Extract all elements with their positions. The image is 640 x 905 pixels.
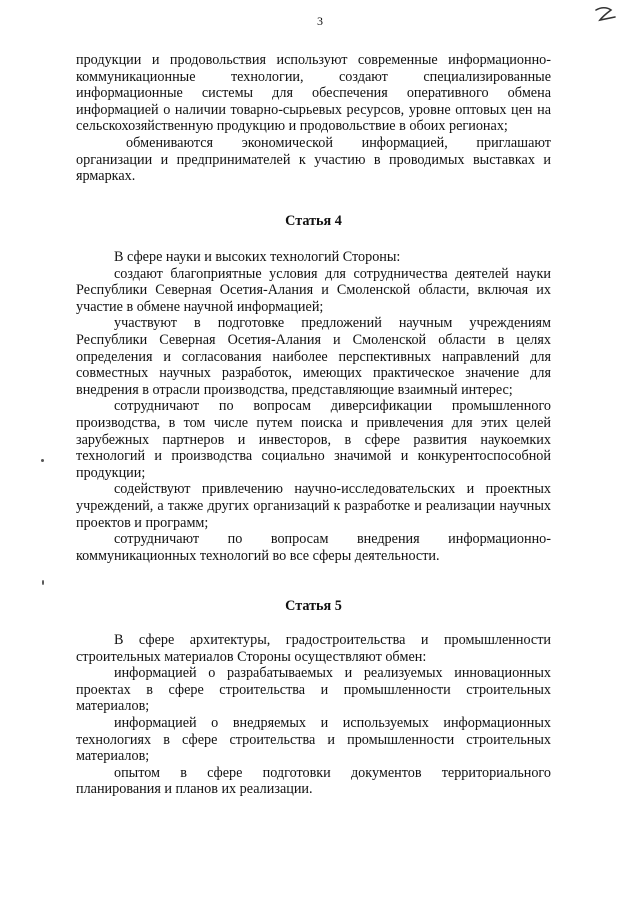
handwritten-mark-icon (592, 4, 618, 26)
article-4-title: Статья 4 (285, 213, 342, 229)
article-5-paragraph: информацией о разрабатываемых и реализуемых инновационных проектах в сфере строительства и промышленности строительных материалов; (76, 665, 551, 715)
article-5-paragraph: опытом в сфере подготовки документов территориального планирования и планов их реализации. (76, 764, 551, 798)
article-4-paragraph: участвуют в подготовке предложений научным учреждениям Республики Северная Осетия-Алания и Смоленской области в целях определения и согласования наиболее перспективных направлений для совместных научных разработок, имеющих практическое значение для внедрения в отрасли производства, представляющие взаимный интерес; (76, 315, 551, 398)
intro-paragraph: обмениваются экономической информацией, приглашают организации и предпринимателей к участию в проводимых выставках и ярмарках. (76, 134, 551, 185)
article-4-paragraph: создают благоприятные условия для сотрудничества деятелей науки Республики Северная Осетия-Алания и Смоленской области, включая их участие в обмене научной информацией; (76, 265, 551, 315)
article-4-paragraph: сотрудничают по вопросам внедрения информационно-коммуникационных технологий во все сферы деятельности. (76, 531, 551, 564)
article-5-paragraph: информацией о внедряемых и используемых информационных технологиях в сфере строительства и промышленности строительных материалов; (76, 714, 551, 765)
scan-speck (42, 580, 44, 585)
article-4-paragraph: содействуют привлечению научно-исследовательских и проектных учреждений, а также других организаций к разработке и реализации научных проектов и программ; (76, 481, 551, 531)
article-4-paragraph: сотрудничают по вопросам диверсификации промышленного производства, в том числе путем поиска и привлечения для этих целей зарубежных партнеров и инвесторов, в сфере развития наукоемких технологий и производства социально значимой и конкурентоспособной продукции; (76, 398, 551, 481)
article-5-body (76, 632, 551, 798)
article-5-paragraph: В сфере архитектуры, градостроительства и промышленности строительных материалов Стороны осуществляют обмен: (76, 632, 551, 665)
page-number: 3 (317, 14, 323, 28)
intro-section (76, 52, 551, 185)
article-4-paragraph: В сфере науки и высоких технологий Стороны: (114, 249, 401, 265)
article-5-title: Статья 5 (285, 598, 342, 614)
scan-speck (41, 459, 44, 462)
article-4-body (76, 249, 551, 564)
intro-paragraph: продукции и продовольствия используют современные информационно-коммуникационные технологии, создают специализированные информационные системы для обеспечения оперативного обмена информацией о наличии товарно-сырьевых ресурсов, уровне оптовых цен на сельскохозяйственную продукцию и продовольствие в обоих регионах; (76, 52, 551, 135)
